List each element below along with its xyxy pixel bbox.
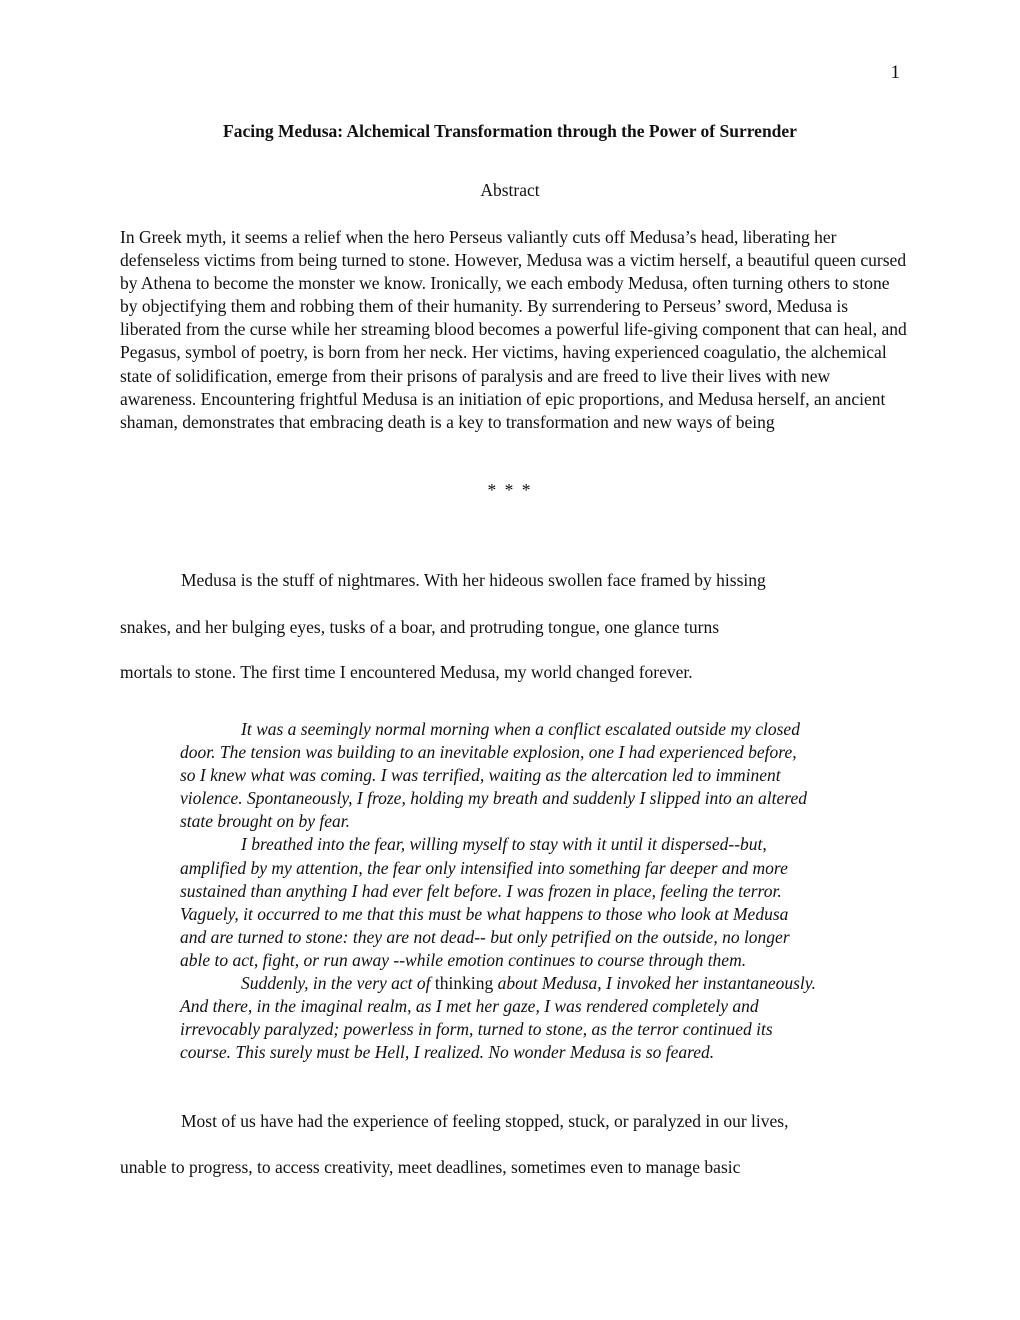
quote-line: And there, in the imaginal realm, as I met her gaze, I was rendered completely and [180, 996, 759, 1017]
quote-line: amplified by my attention, the fear only intensified into something far deeper and more [180, 857, 788, 878]
paragraph-1-line: snakes, and her bulging eyes, tusks of a boar, and protruding tongue, one glance turns [120, 617, 720, 637]
quote-line: so I knew what was coming. I was terrified, waiting as the altercation led to imminent [180, 765, 781, 786]
paper-title: Facing Medusa: Alchemical Transformation through the Power of Surrender [223, 121, 797, 141]
quote-text: Suddenly, in the very act of [241, 973, 435, 994]
section-separator: * * * [487, 480, 533, 500]
paragraph-2-line: unable to progress, to access creativity, meet deadlines, sometimes even to manage basic [120, 1157, 741, 1177]
quote-line: and are turned to stone: they are not dead-- but only petrified on the outside, no longer [180, 926, 790, 947]
paragraph-1-line: mortals to stone. The first time I encountered Medusa, my world changed forever. [120, 662, 693, 682]
quote-line: It was a seemingly normal morning when a conflict escalated outside my closed [241, 719, 800, 739]
paragraph-2-line: Most of us have had the experience of feeling stopped, stuck, or paralyzed in our lives, [181, 1111, 789, 1131]
quote-line: Vaguely, it occurred to me that this must be what happens to those who look at Medusa [180, 903, 789, 924]
page-number: 1 [890, 62, 900, 83]
block-quote [180, 718, 910, 1064]
paragraph-1-line: Medusa is the stuff of nightmares. With her hideous swollen face framed by hissing [181, 570, 766, 590]
quote-line: violence. Spontaneously, I froze, holding my breath and suddenly I slipped into an altered [180, 788, 807, 809]
abstract-text: In Greek myth, it seems a relief when the hero Perseus valiantly cuts off Medusa’s head, liberating her defenseless victims from being turned to stone. However, Medusa was a victim herself, a beautiful queen cursed by Athena to become the monster we know. Ironically, we each embody Medusa, often turning others to stone by objectifying them and robbing them of their humanity. By surrendering to Perseus’ sword, Medusa is liberated from the curse while her streaming blood becomes a powerful life-giving component that can heal, and Pegasus, symbol of poetry, is born from her neck. Her victims, having experienced coagulatio, the alchemical state of solidification, emerge from their prisons of paralysis and are freed to live their lives with new awareness. Encountering frightful Medusa is an initiation of epic proportions, and Medusa herself, an ancient shaman, demonstrates that embracing death is a key to transformation and new ways of being [120, 227, 907, 432]
quote-line: course. This surely must be Hell, I realized. No wonder Medusa is so feared. [180, 1042, 715, 1063]
quote-line: state brought on by fear. [180, 811, 350, 832]
quote-text: about Medusa, I invoked her instantaneously. [493, 973, 816, 994]
quote-line: I breathed into the fear, willing myself to stay with it until it dispersed--but, [241, 834, 767, 855]
quote-line: sustained than anything I had ever felt before. I was frozen in place, feeling the terror. [180, 880, 782, 901]
quote-roman-word: thinking [434, 973, 494, 994]
quote-line: able to act, fight, or run away --while emotion continues to course through them. [180, 949, 747, 970]
abstract-heading: Abstract [480, 180, 540, 200]
quote-line [180, 972, 910, 995]
quote-line: irrevocably paralyzed; powerless in form, turned to stone, as the terror continued its [180, 1019, 773, 1040]
quote-line: door. The tension was building to an inevitable explosion, one I had experienced before, [180, 742, 797, 763]
